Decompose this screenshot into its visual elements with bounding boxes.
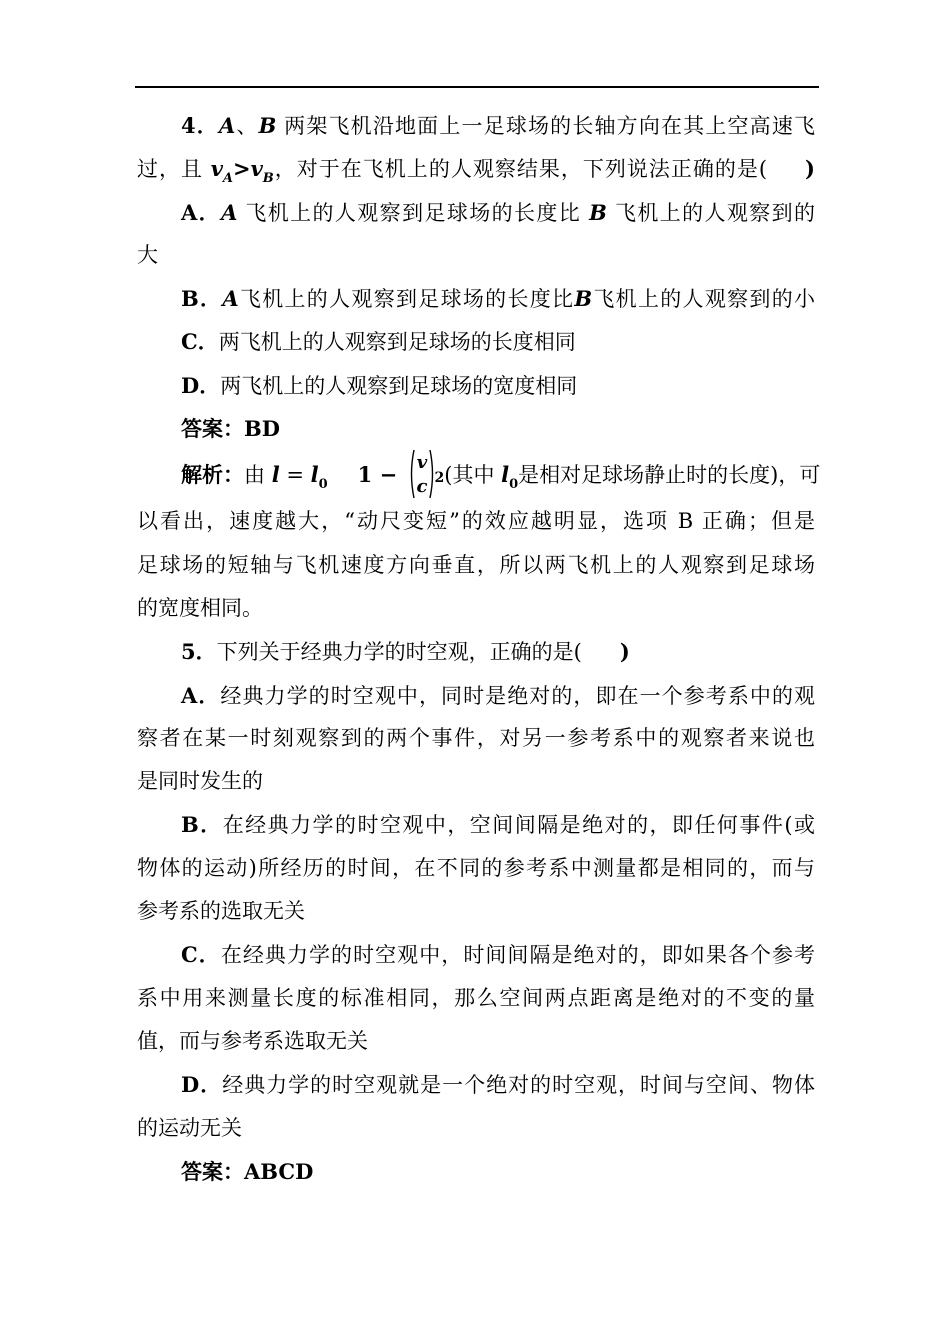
q4-option-a-line1: A．A 飞机上的人观察到足球场的长度比 B 飞机上的人观察到的 [181,199,815,225]
velocity-ratio-fraction [409,448,435,500]
q5-option-c-line2: 系中用来测量长度的标准相同，那么空间两点距离是绝对的不变的量 [137,985,815,1010]
q4-stem-line1: 4．A、B 两架飞机沿地面上一足球场的长轴方向在其上空高速飞 [181,113,815,138]
header-rule [135,86,819,88]
q5-option-a-line2: 察者在某一时刻观察到的两个事件，对另一参考系中的观察者来说也 [137,725,815,750]
q4-answer: 答案：BD [181,416,280,442]
q5-stem: 5．下列关于经典力学的时空观，正确的是( ) [181,639,630,665]
q5-option-d-line2: 的运动无关 [137,1115,242,1140]
q5-option-a-line1: A．经典力学的时空观中，同时是绝对的，即在一个参考系中的观 [181,682,816,708]
fraction-numerator: v [416,451,427,473]
q4-analysis-line1: 解析：由 $l = l_0$ 1 − v c 2(其中 $l_0$是相对足球场静止时的长度)，可 [137,450,815,500]
q5-option-c-line3: 值，而与参考系选取无关 [137,1028,368,1053]
q5-option-d-line1: D．经典力学的时空观就是一个绝对的时空观，时间与空间、物体 [181,1072,815,1098]
page-content [137,104,821,1193]
q5-option-c-line1: C．在经典力学的时空观中，时间间隔是绝对的，即如果各个参考 [181,942,815,968]
q4-option-d: D．两飞机上的人观察到足球场的宽度相同 [181,372,578,398]
q4-option-c: C．两飞机上的人观察到足球场的长度相同 [181,329,576,355]
q4-analysis-line4: 的宽度相同。 [137,595,263,620]
fraction-denominator: c [416,475,427,497]
q4-stem-line2: 过，且 $v_A>v_B$，对于在飞机上的人观察结果，下列说法正确的是( ) [137,156,815,187]
q4-analysis-line2: 以看出，速度越大，“动尺变短”的效应越明显，选项 B 正确；但是 [137,509,815,534]
q4-option-b: B．A飞机上的人观察到足球场的长度比B飞机上的人观察到的小 [181,286,816,312]
q5-option-b-line3: 参考系的选取无关 [137,899,305,924]
q5-answer: 答案：ABCD [181,1158,314,1184]
q5-option-b-line2: 物体的运动)所经历的时间，在不同的参考系中测量都是相同的，而与 [137,855,815,880]
q4-analysis-line3: 足球场的短轴与飞机速度方向垂直，所以两飞机上的人观察到足球场 [137,552,815,577]
q4-option-a-line2: 大 [137,242,158,267]
q5-option-b-line1: B．在经典力学的时空观中，空间间隔是绝对的，即任何事件(或 [181,812,815,838]
q5-option-a-line3: 是同时发生的 [137,769,263,794]
